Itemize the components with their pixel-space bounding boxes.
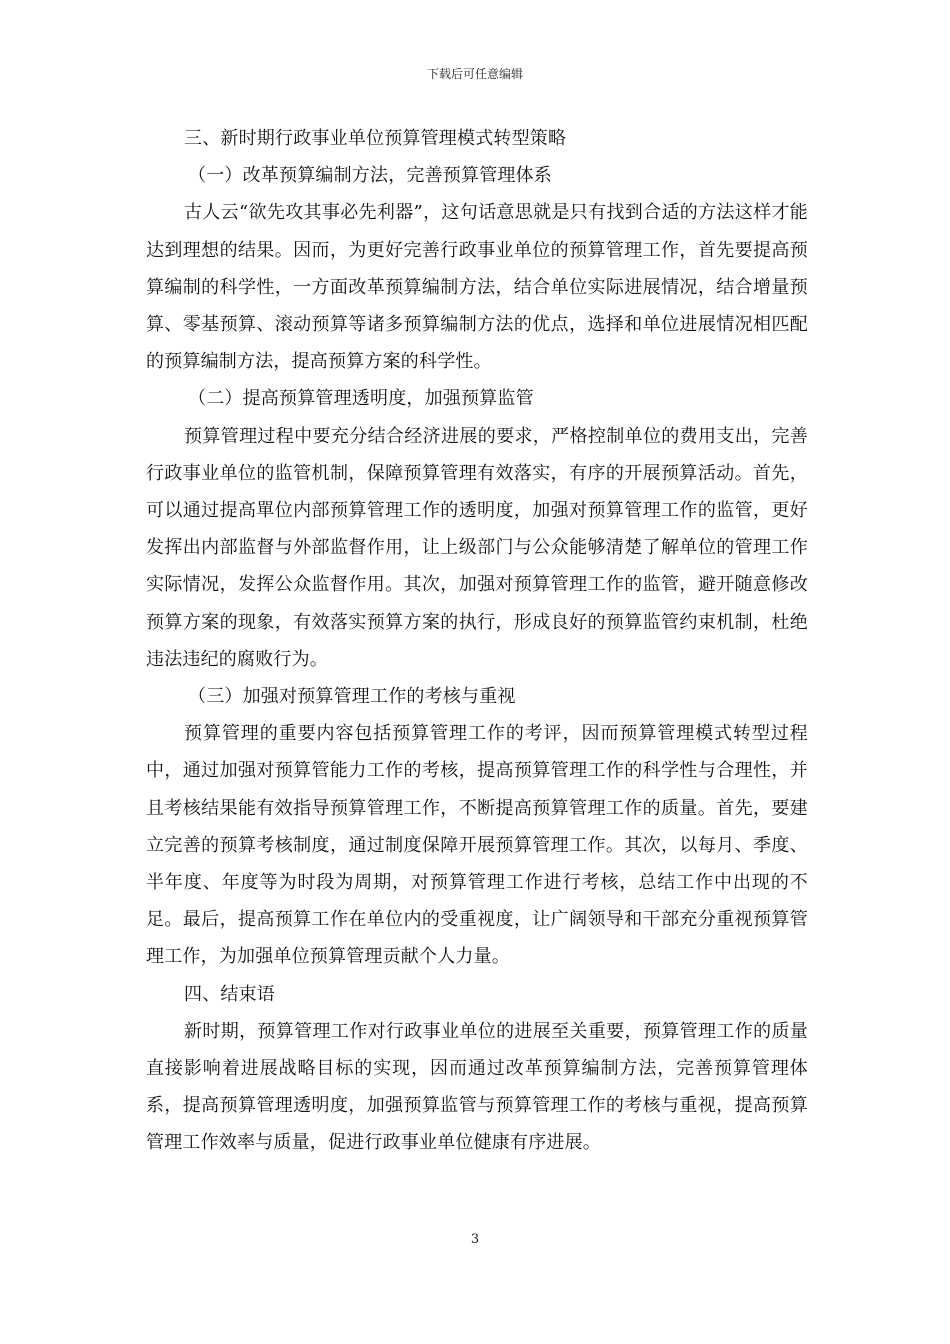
paragraph-3-3: 预算管理的重要内容包括预算管理工作的考评，因而预算管理模式转型过程中，通过加强对预算管能力工作的考核，提高预算管理工作的科学性与合理性，并且考核结果能有效指导预算管理工作，不断提高预算管理工作的质量。首先，要建立完善的预算考核制度，通过制度保障开展预算管理工作。其次，以每月、季度、半年度、年度等为时段为周期，对预算管理工作进行考核，总结工作中出现的不足。最后，提高预算工作在单位内的受重视度，让广阔领导和干部充分重视预算管理工作，为加强单位预算管理贡献个人力量。 [146, 723, 808, 968]
document-body [146, 120, 808, 1162]
section-heading-4: 四、结束语 [184, 983, 275, 1005]
subsection-heading-3-2: （二）提高预算管理透明度，加强预算监管 [188, 388, 534, 410]
paragraph-3-1: 古人云“欲先攻其事必先利器”，这句话意思就是只有找到合适的方法这样才能达到理想的结果。因而，为更好完善行政事业单位的预算管理工作，首先要提高预算编制的科学性，一方面改革预算编制方法，结合单位实际进展情况，结合增量预算、零基预算、滚动预算等诸多预算编制方法的优点，选择和单位进展情况相匹配的预算编制方法，提高预算方案的科学性。 [146, 202, 808, 373]
section-heading-3: 三、新时期行政事业单位预算管理模式转型策略 [184, 128, 567, 149]
subsection-heading-3-3: （三）加强对预算管理工作的考核与重视 [188, 686, 516, 708]
paragraph-4: 新时期，预算管理工作对行政事业单位的进展至关重要，预算管理工作的质量直接影响着进展战略目标的实现，因而通过改革预算编制方法，完善预算管理体系，提高预算管理透明度，加强预算监管与预算管理工作的考核与重视，提高预算管理工作效率与质量，促进行政事业单位健康有序进展。 [146, 1020, 808, 1154]
page-number: 3 [470, 1232, 480, 1247]
subsection-heading-3-1: （一）改革预算编制方法，完善预算管理体系 [188, 165, 552, 187]
paragraph-3-2: 预算管理过程中要充分结合经济进展的要求，严格控制单位的费用支出，完善行政事业单位的监管机制，保障预算管理有效落实，有序的开展预算活动。首先，可以通过提高單位内部预算管理工作的透明度，加强对预算管理工作的监管，更好发挥出内部监督与外部监督作用，让上级部门与公众能够清楚了解单位的管理工作实际情况，发挥公众监督作用。其次，加强对预算管理工作的监管，避开随意修改预算方案的现象，有效落实预算方案的执行，形成良好的预算监管约束机制，杜绝违法违纪的腐败行为。 [146, 425, 808, 670]
page-header: 下载后可任意编辑 [426, 67, 523, 81]
